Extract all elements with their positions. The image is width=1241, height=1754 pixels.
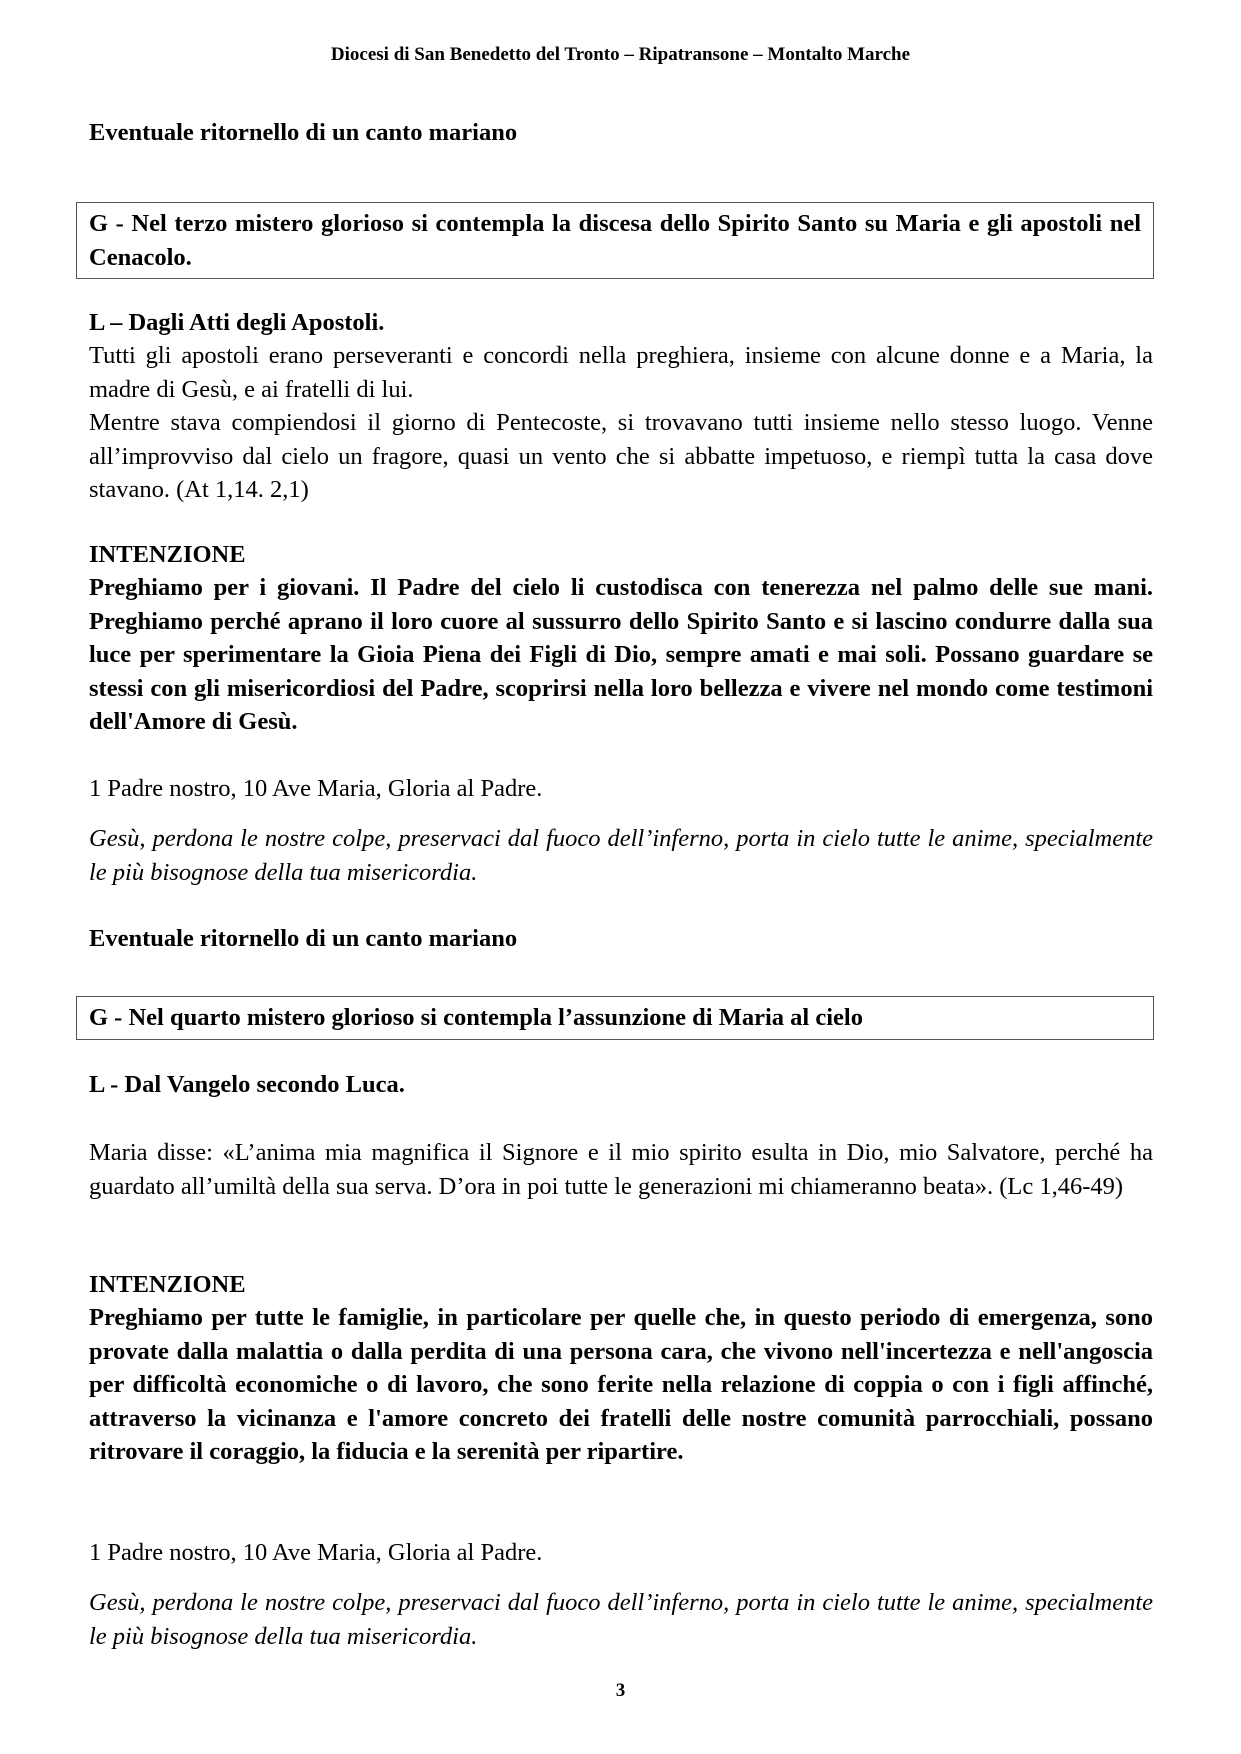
mystery-3-intention-text: Preghiamo per i giovani. Il Padre del cielo li custodisca con tenerezza nel palmo delle sue mani. Preghiamo perché aprano il loro cuore al sussurro dello Spirito Santo e si lascino condurre dalla sua luce per sperimentare la Gioia Piena dei Figli di Dio, sempre amati e mai soli. Possano guardare se stessi con gli misericordiosi del Padre, scoprirsi nella loro bellezza e vivere nel mondo come testimoni dell'Amore di Gesù. [89,574,1153,735]
mystery-3-guide-box [76,202,1154,279]
mystery-3-reading-paragraph-1: Tutti gli apostoli erano perseveranti e concordi nella preghiera, insieme con alcune donne e a Maria, la madre di Gesù, e ai fratelli di lui. [89,342,1153,403]
mystery-4-intention-text: Preghiamo per tutte le famiglie, in particolare per quelle che, in questo periodo di emergenza, sono provate dalla malattia o dalla perdita di una persona cara, che vivono nell'incertezza e nell'angoscia per difficoltà economiche o di lavoro, che sono ferite nella relazione di coppia o con i figli affinché, attraverso la vicinanza e l'amore concreto dei fratelli delle nostre comunità parrocchiali, possano ritrovare il coraggio, la fiducia e la serenità per ripartire. [89,1304,1153,1465]
mystery-4-prayers: 1 Padre nostro, 10 Ave Maria, Gloria al Padre. [89,1539,543,1566]
mystery-3-guide-text: G - Nel terzo mistero glorioso si contempla la discesa dello Spirito Santo su Maria e gli apostoli nel Cenacolo. [89,210,1141,271]
mystery-3-fatima-prayer: Gesù, perdona le nostre colpe, preservaci dal fuoco dell’inferno, porta in cielo tutte le anime, specialmente le più bisognose della tua misericordia. [89,825,1153,886]
mystery-3-reading-paragraph-2: Mentre stava compiendosi il giorno di Pentecoste, si trovavano tutti insieme nello stesso luogo. Venne all’improvviso dal cielo un fragore, quasi un vento che si abbatte impetuoso, e riempì tutta la casa dove stavano. (At 1,14. 2,1) [89,409,1153,503]
page-number: 3 [615,1680,626,1701]
mystery-4-reading-title: L - Dal Vangelo secondo Luca. [89,1071,405,1098]
mystery-3-prayers: 1 Padre nostro, 10 Ave Maria, Gloria al Padre. [89,775,543,802]
page-header: Diocesi di San Benedetto del Tronto – Ripatransone – Montalto Marche [330,44,911,65]
refrain-heading-2: Eventuale ritornello di un canto mariano [89,925,518,952]
mystery-3-intention-title: INTENZIONE [89,541,246,568]
refrain-heading-1: Eventuale ritornello di un canto mariano [89,119,518,146]
mystery-3-reading-title: L – Dagli Atti degli Apostoli. [89,309,385,336]
mystery-4-fatima-prayer: Gesù, perdona le nostre colpe, preservaci dal fuoco dell’inferno, porta in cielo tutte le anime, specialmente le più bisognose della tua misericordia. [89,1589,1153,1650]
mystery-4-reading-paragraph-1: Maria disse: «L’anima mia magnifica il Signore e il mio spirito esulta in Dio, mio Salvatore, perché ha guardato all’umiltà della sua serva. D’ora in poi tutte le generazioni mi chiameranno beata». (Lc 1,46-49) [89,1139,1153,1200]
mystery-4-guide-text: G - Nel quarto mistero glorioso si contempla l’assunzione di Maria al cielo [89,1004,863,1031]
mystery-4-intention-title: INTENZIONE [89,1271,246,1298]
mystery-4-guide-box [76,996,1154,1040]
